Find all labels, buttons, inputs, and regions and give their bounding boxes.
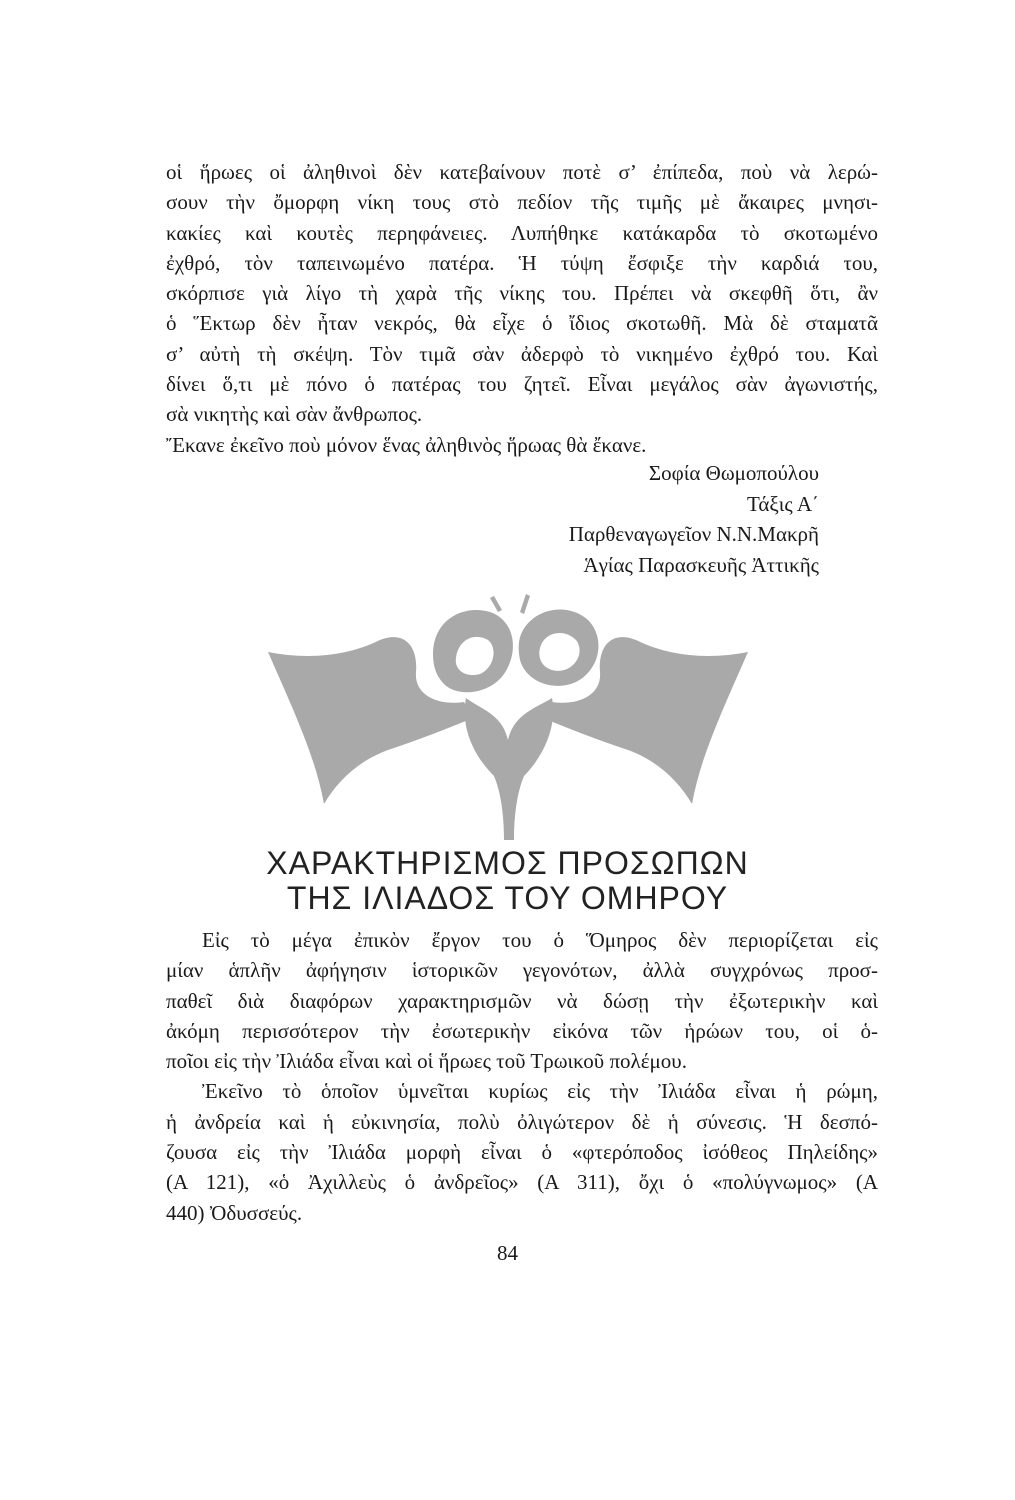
author-signature <box>569 458 819 580</box>
text-line: κακίες καὶ κουτὲς περηφάνειες. Λυπήθηκε κατάκαρδα τὸ σκοτωμένο <box>166 220 878 245</box>
top-paragraph <box>166 157 878 460</box>
decorative-emblem-icon <box>268 590 748 840</box>
text-line: μίαν ἁπλῆν ἀφήγησιν ἱστορικῶν γεγονότων, ἀλλὰ συγχρόνως προσ- <box>166 958 878 983</box>
text-line: ποῖοι εἰς τὴν Ἰλιάδα εἶναι καὶ οἱ ἥρωες τοῦ Τρωικοῦ πολέμου. <box>166 1049 687 1074</box>
text-line: σ’ αὐτὴ τὴ σκέψη. Τὸν τιμᾶ σὰν ἀδερφὸ τὸ νικημένο ἐχθρό του. Καὶ <box>166 341 878 366</box>
author-location: Ἁγίας Παρασκευῆς Ἀττικῆς <box>583 552 819 577</box>
author-school: Παρθεναγωγεῖον Ν.Ν.Μακρῆ <box>568 522 819 546</box>
text-line: ἀκόμη περισσότερον τὴν ἐσωτερικὴν εἰκόνα τῶν ἡρώων του, οἱ ὁ- <box>166 1018 878 1043</box>
author-class: Τάξις Α΄ <box>747 491 819 516</box>
text-line: ζουσα εἰς τὴν Ἰλιάδα μορφὴ εἶναι ὁ «φτερόποδος ἰσόθεος Πηλείδης» <box>166 1140 878 1165</box>
text-line: Ἔκανε ἐκεῖνο ποὺ μόνον ἕνας ἀληθινὸς ἥρωας θὰ ἔκανε. <box>166 432 647 457</box>
text-line: (Α 121), «ὁ Ἀχιλλεὺς ὁ ἀνδρεῖος» (Α 311), ὄχι ὁ «πολύγνωμος» (Α <box>166 1170 878 1195</box>
text-line: σουν τὴν ὄμορφη νίκη τους στὸ πεδίον τῆς τιμῆς μὲ ἄκαιρες μνησι- <box>166 190 878 215</box>
author-name: Σοφία Θωμοπούλου <box>648 461 819 485</box>
section-heading-line-1: ΧΑΡΑΚΤΗΡΙΣΜΟΣ ΠΡΟΣΩΠΩΝ <box>266 845 749 881</box>
text-line: δίνει ὅ,τι μὲ πόνο ὁ πατέρας του ζητεῖ. Εἶναι μεγάλος σὰν ἀγωνιστής, <box>166 372 878 397</box>
text-line: Ἐκεῖνο τὸ ὁποῖον ὑμνεῖται κυρίως εἰς τὴν Ἰλιάδα εἶναι ἡ ρώμη, <box>202 1079 878 1104</box>
text-line: σκόρπισε γιὰ λίγο τὴ χαρὰ τῆς νίκης του. Πρέπει νὰ σκεφθῆ ὅτι, ἂν <box>166 281 878 306</box>
text-line: ἡ ἀνδρεία καὶ ἡ εὐκινησία, πολὺ ὀλιγώτερον δὲ ἡ σύνεσις. Ἡ δεσπό- <box>166 1109 878 1134</box>
text-line: Εἰς τὸ μέγα ἐπικὸν ἔργον του ὁ Ὅμηρος δὲν περιορίζεται εἰς <box>202 928 878 952</box>
text-line: οἱ ἥρωες οἱ ἀληθινοὶ δὲν κατεβαίνουν ποτὲ σ’ ἐπίπεδα, ποὺ νὰ λερώ- <box>166 160 878 184</box>
text-line: παθεῖ διὰ διαφόρων χαρακτηρισμῶν νὰ δώσῃ τὴν ἐξωτερικὴν καὶ <box>166 988 878 1013</box>
text-line: ἐχθρό, τὸν ταπεινωμένο πατέρα. Ἡ τύψη ἔσφιξε τὴν καρδιά του, <box>166 250 878 275</box>
text-line: 440) Ὀδυσσεύς. <box>166 1200 303 1225</box>
section-heading-line-2: ΤΗΣ ΙΛΙΑΔΟΣ ΤΟΥ ΟΜΗΡΟΥ <box>286 880 729 916</box>
text-line: ὁ Ἕκτωρ δὲν ἦταν νεκρός, θὰ εἶχε ὁ ἴδιος σκοτωθῆ. Μὰ δὲ σταματᾶ <box>166 311 878 336</box>
text-line: σὰ νικητὴς καὶ σὰν ἄνθρωπος. <box>166 402 423 427</box>
page-number: 84 <box>497 1241 518 1265</box>
body-paragraph <box>166 925 878 1228</box>
